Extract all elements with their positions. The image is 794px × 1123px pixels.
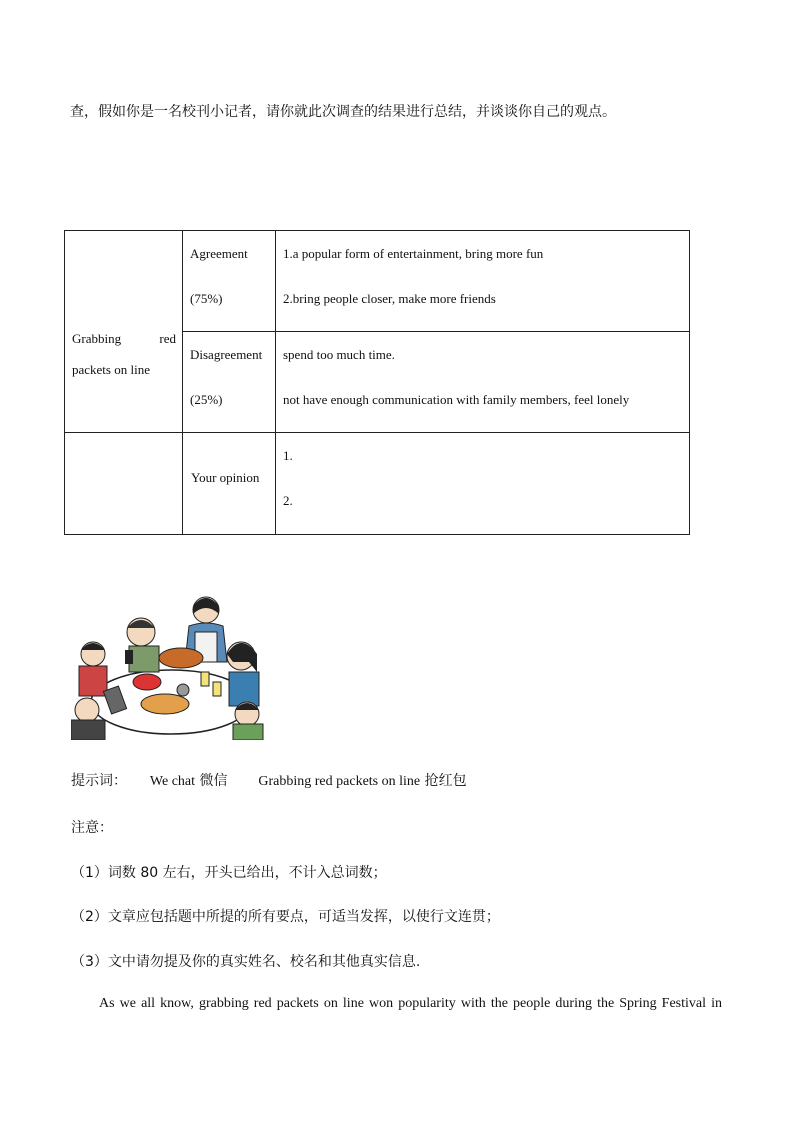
agreement-points-cell: [276, 231, 690, 332]
disagreement-percent: (25%): [190, 392, 223, 407]
disagreement-points-cell: [276, 332, 690, 433]
hint-word2-cn: 抢红包: [424, 773, 467, 789]
hint-label: 提示词：: [71, 773, 127, 789]
hint-words: [71, 770, 467, 790]
opinion-points-cell: [276, 433, 690, 535]
instruction-text: 查，假如你是一名校刊小记者，请你就此次调查的结果进行总结，并谈谈你自己的观点。: [70, 104, 616, 120]
disagreement-point-1: spend too much time.: [283, 347, 395, 362]
note-item-2: （2）文章应包括题中所提的所有要点，可适当发挥，以使行文连贯；: [71, 909, 500, 925]
note-item-1: （1）词数 80 左右，开头已给出，不计入总词数；: [71, 865, 387, 881]
agreement-point-1: 1.a popular form of entertainment, bring more fun: [283, 246, 544, 261]
opinion-point-1: 1.: [283, 448, 293, 463]
survey-table: [64, 230, 690, 535]
topic-word-red: red: [159, 331, 176, 346]
opinion-point-2: 2.: [283, 493, 293, 508]
disagreement-cell: [183, 332, 276, 433]
hint-word1-cn: 微信: [199, 773, 228, 789]
hint-word1-en: We chat: [149, 774, 196, 789]
agreement-point-2: 2.bring people closer, make more friends: [283, 291, 496, 306]
topic-word-grabbing: Grabbing: [72, 331, 122, 346]
family-dinner-illustration: [71, 592, 266, 740]
agreement-label: Agreement: [190, 246, 248, 261]
hint-word2-en: Grabbing red packets on line: [258, 774, 421, 789]
agreement-cell: [183, 231, 276, 332]
topic-line-2: packets on line: [72, 362, 150, 377]
note-item-3: （3）文中请勿提及你的真实姓名、校名和其他真实信息.: [71, 954, 421, 970]
essay-opening: As we all know, grabbing red packets on line won popularity with the people during the Spring Festival in: [99, 996, 722, 1011]
opinion-label-cell: [183, 433, 276, 535]
topic-cell: [65, 231, 183, 433]
disagreement-point-2: not have enough communication with family members, feel lonely: [283, 392, 630, 407]
notes-title: 注意：: [71, 820, 113, 836]
topic-label: [72, 323, 176, 385]
disagreement-label: Disagreement: [190, 347, 263, 362]
agreement-percent: (75%): [190, 291, 223, 306]
opinion-label: Your opinion: [191, 470, 260, 485]
opinion-empty-cell: [65, 433, 183, 535]
